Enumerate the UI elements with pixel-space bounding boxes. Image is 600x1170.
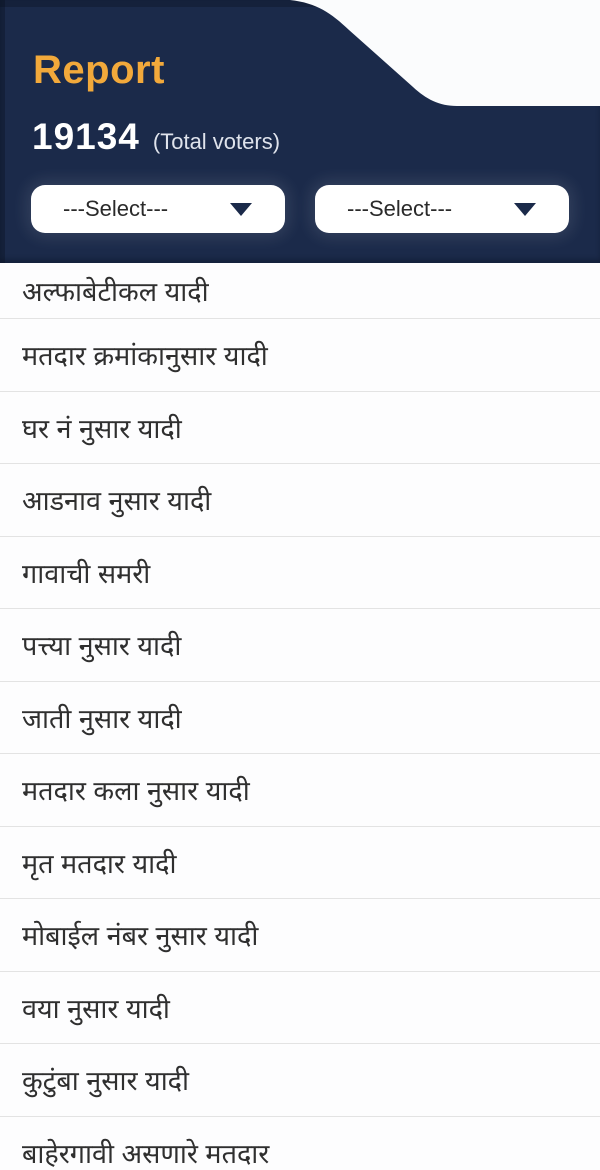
total-voters — [32, 116, 280, 158]
report-header — [0, 0, 600, 263]
report-list — [0, 263, 600, 1170]
report-list-item-label: पत्त्या नुसार यादी — [22, 631, 182, 662]
report-list-item[interactable] — [0, 263, 600, 319]
page-title: Report — [33, 48, 165, 92]
report-list-item[interactable] — [0, 319, 600, 392]
filter-select-2[interactable] — [315, 185, 569, 233]
filter-select-2-value: ---Select--- — [347, 196, 453, 221]
report-list-item-label: मतदार कला नुसार यादी — [22, 776, 250, 807]
report-list-item-label: अल्फाबेटीकल यादी — [22, 277, 209, 307]
report-list-item-label: बाहेरगावी असणारे मतदार — [22, 1139, 270, 1170]
total-voters-label: (Total voters) — [152, 129, 281, 154]
filter-select-1[interactable] — [31, 185, 285, 233]
report-list-item[interactable] — [0, 464, 600, 537]
dropdown-arrow-icon — [230, 203, 252, 216]
dropdown-arrow-icon — [514, 203, 536, 216]
report-list-item[interactable] — [0, 392, 600, 465]
report-list-item[interactable] — [0, 682, 600, 755]
report-list-item-label: जाती नुसार यादी — [22, 703, 182, 734]
report-list-item[interactable] — [0, 972, 600, 1045]
report-list-item-label: मृत मतदार यादी — [22, 848, 177, 879]
filter-select-1-value: ---Select--- — [63, 196, 169, 221]
report-list-item-label: घर नं नुसार यादी — [22, 413, 182, 444]
report-list-item[interactable] — [0, 754, 600, 827]
report-list-item[interactable] — [0, 827, 600, 900]
report-list-item[interactable] — [0, 609, 600, 682]
report-list-item-label: मतदार क्रमांकानुसार यादी — [22, 341, 268, 372]
report-list-item[interactable] — [0, 537, 600, 610]
header-corner-decoration — [285, 0, 600, 107]
report-list-item-label: आडनाव नुसार यादी — [22, 486, 212, 517]
report-list-item-label: मोबाईल नंबर नुसार यादी — [22, 921, 259, 952]
report-list-item[interactable] — [0, 1044, 600, 1117]
filter-row — [31, 185, 569, 233]
report-list-item-label: गावाची समरी — [22, 558, 151, 589]
report-list-item-label: वया नुसार यादी — [22, 993, 170, 1024]
report-list-item[interactable] — [0, 899, 600, 972]
report-list-item[interactable] — [0, 1117, 600, 1170]
total-voters-count: 19134 — [32, 116, 140, 157]
report-list-item-label: कुटुंबा नुसार यादी — [22, 1066, 190, 1097]
